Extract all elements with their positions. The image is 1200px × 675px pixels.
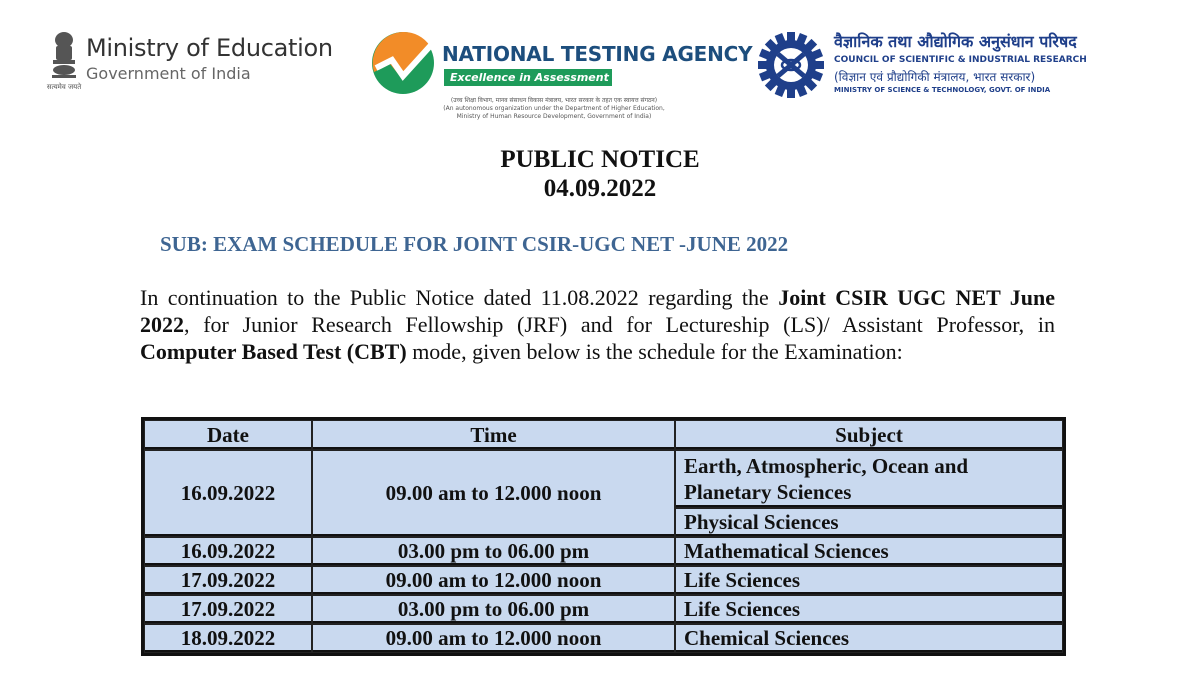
notice-title: PUBLIC NOTICE — [500, 146, 700, 173]
nta-hindi-line: (उच्च शिक्षा विभाग, मानव संसाधन विकास मंत्रालय, भारत सरकार के तहत एक स्वायत्त संगठन) — [450, 97, 658, 104]
table-row — [144, 624, 1063, 653]
table-row — [144, 450, 1063, 508]
time-cell: 09.00 am to 12.000 noon — [312, 624, 675, 653]
notice-subject: SUB: EXAM SCHEDULE FOR JOINT CSIR-UGC NET -JUNE 2022 — [160, 232, 789, 256]
para-bold-exam-name: Joint CSIR UGC NET June 2022 — [140, 285, 1056, 337]
subject-cell: Life Sciences — [675, 595, 1063, 624]
moe-title: Ministry of Education — [86, 34, 333, 62]
table-header-row — [144, 420, 1063, 450]
date-cell: 18.09.2022 — [144, 624, 312, 653]
nta-checkmark-logo-icon — [370, 30, 436, 96]
table-row — [144, 595, 1063, 624]
svg-text:सत्यमेव जयते: सत्यमेव जयते — [46, 83, 82, 91]
time-cell: 09.00 am to 12.000 noon — [312, 450, 675, 537]
para-text-2: , for Junior Research Fellowship (JRF) and for Lectureship (LS)/ Assistant Professor, in — [184, 312, 1055, 337]
column-header-subject: Subject — [675, 420, 1063, 450]
moe-logo-block — [44, 30, 344, 95]
csir-english-ministry: MINISTRY OF SCIENCE & TECHNOLOGY, GOVT. OF INDIA — [834, 86, 1051, 94]
date-cell: 16.09.2022 — [144, 537, 312, 566]
date-cell: 17.09.2022 — [144, 595, 312, 624]
column-header-date: Date — [144, 420, 312, 450]
subject-cell: Chemical Sciences — [675, 624, 1063, 653]
column-header-time: Time — [312, 420, 675, 450]
para-text-1: In continuation to the Public Notice dated 11.08.2022 regarding the — [140, 285, 779, 310]
table-row — [144, 537, 1063, 566]
date-cell: 17.09.2022 — [144, 566, 312, 595]
csir-gear-logo-icon — [758, 32, 824, 98]
csir-hindi-title: वैज्ञानिक तथा औद्योगिक अनुसंधान परिषद — [834, 32, 1077, 51]
subject-cell: Mathematical Sciences — [675, 537, 1063, 566]
date-cell: 16.09.2022 — [144, 450, 312, 537]
nta-title: NATIONAL TESTING AGENCY — [442, 42, 753, 66]
nta-line-2: Ministry of Human Resource Development, Government of India) — [456, 113, 652, 120]
notice-date: 04.09.2022 — [543, 175, 657, 202]
moe-subtitle: Government of India — [86, 64, 251, 83]
para-bold-mode: Computer Based Test (CBT) — [140, 339, 407, 364]
csir-english-title: COUNCIL OF SCIENTIFIC & INDUSTRIAL RESEARCH — [834, 55, 1087, 65]
nta-line-1: (An autonomous organization under the Department of Higher Education, — [443, 105, 665, 112]
nta-logo-block — [370, 30, 753, 130]
nta-tagline: Excellence in Assessment — [444, 69, 612, 86]
subject-cell: Earth, Atmospheric, Ocean and Planetary Sciences — [675, 450, 1063, 508]
exam-schedule-table — [141, 417, 1066, 656]
time-cell: 03.00 pm to 06.00 pm — [312, 537, 675, 566]
csir-logo-block — [758, 30, 1103, 105]
notice-paragraph — [140, 284, 1055, 365]
subject-cell: Physical Sciences — [675, 508, 1063, 537]
subject-cell: Life Sciences — [675, 566, 1063, 595]
state-emblem-icon — [44, 30, 84, 92]
table-row — [144, 566, 1063, 595]
time-cell: 09.00 am to 12.000 noon — [312, 566, 675, 595]
csir-hindi-ministry: (विज्ञान एवं प्रौद्योगिकी मंत्रालय, भारत सरकार) — [834, 70, 1036, 84]
time-cell: 03.00 pm to 06.00 pm — [312, 595, 675, 624]
para-text-3: mode, given below is the schedule for the Examination: — [406, 339, 903, 364]
